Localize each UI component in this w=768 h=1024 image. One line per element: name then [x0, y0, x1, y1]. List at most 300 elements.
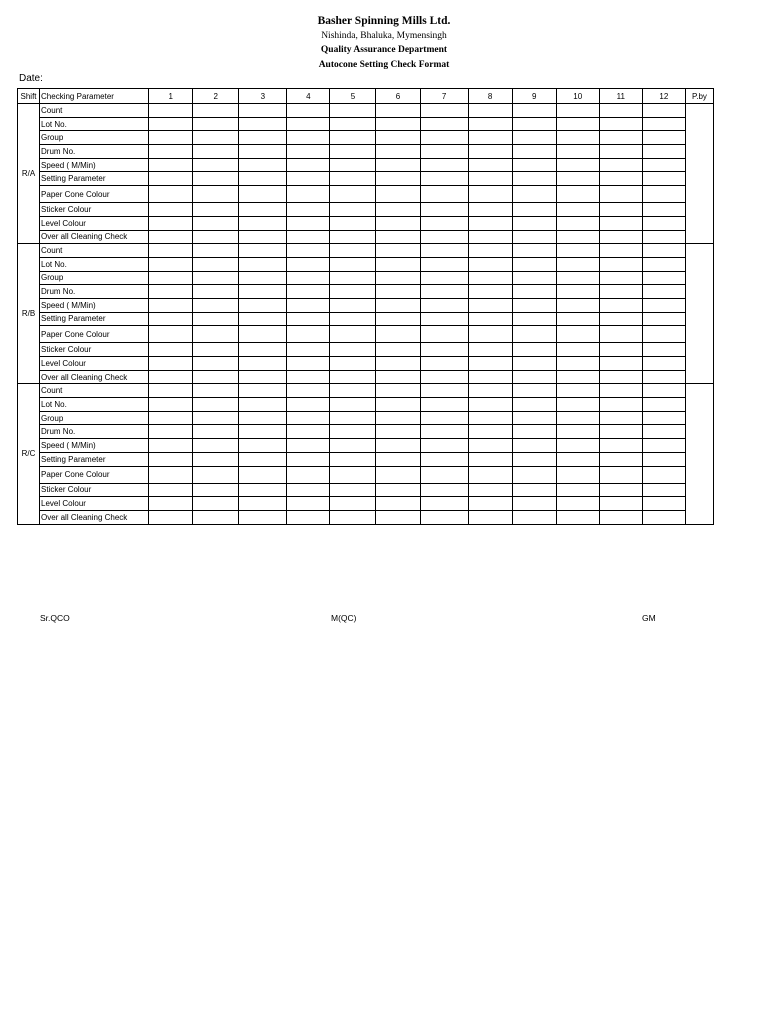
entry-cell[interactable] [239, 257, 287, 271]
entry-cell[interactable] [420, 131, 468, 145]
entry-cell[interactable] [330, 257, 376, 271]
entry-cell[interactable] [330, 298, 376, 312]
entry-cell[interactable] [376, 326, 420, 343]
entry-cell[interactable] [642, 411, 685, 425]
entry-cell[interactable] [556, 466, 599, 483]
entry-cell[interactable] [642, 230, 685, 244]
entry-cell[interactable] [642, 439, 685, 453]
entry-cell[interactable] [330, 384, 376, 398]
entry-cell[interactable] [376, 439, 420, 453]
entry-cell[interactable] [287, 370, 330, 384]
entry-cell[interactable] [330, 370, 376, 384]
entry-cell[interactable] [193, 398, 239, 412]
entry-cell[interactable] [556, 216, 599, 230]
entry-cell[interactable] [193, 483, 239, 497]
entry-cell[interactable] [512, 357, 556, 371]
entry-cell[interactable] [556, 425, 599, 439]
entry-cell[interactable] [420, 285, 468, 299]
entry-cell[interactable] [330, 510, 376, 524]
entry-cell[interactable] [556, 203, 599, 217]
entry-cell[interactable] [468, 483, 512, 497]
entry-cell[interactable] [599, 483, 642, 497]
entry-cell[interactable] [149, 298, 193, 312]
entry-cell[interactable] [556, 145, 599, 159]
entry-cell[interactable] [149, 186, 193, 203]
entry-cell[interactable] [239, 398, 287, 412]
entry-cell[interactable] [149, 104, 193, 118]
entry-cell[interactable] [556, 117, 599, 131]
entry-cell[interactable] [193, 117, 239, 131]
entry-cell[interactable] [330, 186, 376, 203]
entry-cell[interactable] [642, 357, 685, 371]
entry-cell[interactable] [376, 216, 420, 230]
entry-cell[interactable] [599, 439, 642, 453]
entry-cell[interactable] [599, 172, 642, 186]
entry-cell[interactable] [642, 145, 685, 159]
entry-cell[interactable] [468, 158, 512, 172]
entry-cell[interactable] [599, 343, 642, 357]
entry-cell[interactable] [420, 384, 468, 398]
entry-cell[interactable] [287, 216, 330, 230]
entry-cell[interactable] [287, 131, 330, 145]
entry-cell[interactable] [287, 244, 330, 258]
entry-cell[interactable] [376, 483, 420, 497]
entry-cell[interactable] [642, 370, 685, 384]
entry-cell[interactable] [330, 145, 376, 159]
entry-cell[interactable] [193, 158, 239, 172]
entry-cell[interactable] [468, 285, 512, 299]
entry-cell[interactable] [330, 497, 376, 511]
entry-cell[interactable] [512, 172, 556, 186]
entry-cell[interactable] [193, 145, 239, 159]
entry-cell[interactable] [642, 510, 685, 524]
entry-cell[interactable] [287, 145, 330, 159]
entry-cell[interactable] [420, 145, 468, 159]
entry-cell[interactable] [556, 411, 599, 425]
entry-cell[interactable] [149, 117, 193, 131]
entry-cell[interactable] [239, 510, 287, 524]
entry-cell[interactable] [642, 497, 685, 511]
entry-cell[interactable] [149, 452, 193, 466]
entry-cell[interactable] [420, 497, 468, 511]
entry-cell[interactable] [287, 117, 330, 131]
entry-cell[interactable] [193, 384, 239, 398]
entry-cell[interactable] [599, 257, 642, 271]
entry-cell[interactable] [376, 186, 420, 203]
entry-cell[interactable] [599, 203, 642, 217]
entry-cell[interactable] [193, 466, 239, 483]
entry-cell[interactable] [149, 230, 193, 244]
entry-cell[interactable] [512, 216, 556, 230]
entry-cell[interactable] [287, 483, 330, 497]
entry-cell[interactable] [599, 510, 642, 524]
entry-cell[interactable] [149, 398, 193, 412]
entry-cell[interactable] [376, 145, 420, 159]
entry-cell[interactable] [642, 326, 685, 343]
entry-cell[interactable] [512, 452, 556, 466]
entry-cell[interactable] [239, 357, 287, 371]
entry-cell[interactable] [420, 203, 468, 217]
entry-cell[interactable] [420, 483, 468, 497]
entry-cell[interactable] [149, 411, 193, 425]
entry-cell[interactable] [193, 298, 239, 312]
entry-cell[interactable] [239, 411, 287, 425]
entry-cell[interactable] [193, 370, 239, 384]
entry-cell[interactable] [376, 285, 420, 299]
entry-cell[interactable] [330, 312, 376, 326]
entry-cell[interactable] [556, 510, 599, 524]
entry-cell[interactable] [239, 370, 287, 384]
entry-cell[interactable] [642, 285, 685, 299]
entry-cell[interactable] [420, 312, 468, 326]
entry-cell[interactable] [239, 343, 287, 357]
entry-cell[interactable] [599, 312, 642, 326]
entry-cell[interactable] [468, 398, 512, 412]
entry-cell[interactable] [376, 271, 420, 285]
entry-cell[interactable] [468, 411, 512, 425]
entry-cell[interactable] [330, 398, 376, 412]
entry-cell[interactable] [556, 497, 599, 511]
entry-cell[interactable] [287, 343, 330, 357]
entry-cell[interactable] [420, 466, 468, 483]
entry-cell[interactable] [287, 186, 330, 203]
entry-cell[interactable] [468, 370, 512, 384]
entry-cell[interactable] [239, 230, 287, 244]
entry-cell[interactable] [376, 158, 420, 172]
entry-cell[interactable] [420, 117, 468, 131]
entry-cell[interactable] [239, 466, 287, 483]
entry-cell[interactable] [556, 131, 599, 145]
prepared-by-cell[interactable] [685, 104, 713, 244]
entry-cell[interactable] [512, 497, 556, 511]
entry-cell[interactable] [512, 271, 556, 285]
entry-cell[interactable] [376, 384, 420, 398]
entry-cell[interactable] [556, 439, 599, 453]
prepared-by-cell[interactable] [685, 244, 713, 384]
entry-cell[interactable] [420, 271, 468, 285]
entry-cell[interactable] [556, 158, 599, 172]
entry-cell[interactable] [193, 131, 239, 145]
entry-cell[interactable] [512, 104, 556, 118]
entry-cell[interactable] [330, 343, 376, 357]
entry-cell[interactable] [599, 298, 642, 312]
entry-cell[interactable] [149, 326, 193, 343]
entry-cell[interactable] [330, 131, 376, 145]
entry-cell[interactable] [330, 216, 376, 230]
entry-cell[interactable] [556, 186, 599, 203]
entry-cell[interactable] [330, 439, 376, 453]
entry-cell[interactable] [512, 145, 556, 159]
entry-cell[interactable] [330, 203, 376, 217]
entry-cell[interactable] [556, 285, 599, 299]
entry-cell[interactable] [376, 452, 420, 466]
entry-cell[interactable] [376, 117, 420, 131]
entry-cell[interactable] [599, 158, 642, 172]
entry-cell[interactable] [468, 343, 512, 357]
entry-cell[interactable] [193, 326, 239, 343]
entry-cell[interactable] [149, 145, 193, 159]
entry-cell[interactable] [330, 230, 376, 244]
entry-cell[interactable] [512, 343, 556, 357]
entry-cell[interactable] [376, 131, 420, 145]
entry-cell[interactable] [599, 216, 642, 230]
entry-cell[interactable] [420, 425, 468, 439]
entry-cell[interactable] [287, 439, 330, 453]
entry-cell[interactable] [556, 298, 599, 312]
entry-cell[interactable] [642, 343, 685, 357]
entry-cell[interactable] [420, 186, 468, 203]
entry-cell[interactable] [376, 411, 420, 425]
entry-cell[interactable] [642, 257, 685, 271]
entry-cell[interactable] [239, 298, 287, 312]
entry-cell[interactable] [420, 104, 468, 118]
entry-cell[interactable] [642, 398, 685, 412]
entry-cell[interactable] [330, 271, 376, 285]
entry-cell[interactable] [556, 452, 599, 466]
entry-cell[interactable] [287, 230, 330, 244]
entry-cell[interactable] [512, 131, 556, 145]
entry-cell[interactable] [512, 117, 556, 131]
entry-cell[interactable] [512, 466, 556, 483]
entry-cell[interactable] [149, 285, 193, 299]
entry-cell[interactable] [287, 425, 330, 439]
entry-cell[interactable] [556, 312, 599, 326]
entry-cell[interactable] [149, 312, 193, 326]
entry-cell[interactable] [330, 483, 376, 497]
entry-cell[interactable] [468, 510, 512, 524]
entry-cell[interactable] [330, 357, 376, 371]
entry-cell[interactable] [556, 257, 599, 271]
entry-cell[interactable] [420, 172, 468, 186]
entry-cell[interactable] [149, 425, 193, 439]
entry-cell[interactable] [599, 131, 642, 145]
entry-cell[interactable] [239, 425, 287, 439]
entry-cell[interactable] [642, 244, 685, 258]
entry-cell[interactable] [193, 411, 239, 425]
entry-cell[interactable] [512, 285, 556, 299]
entry-cell[interactable] [330, 244, 376, 258]
entry-cell[interactable] [556, 398, 599, 412]
entry-cell[interactable] [239, 497, 287, 511]
entry-cell[interactable] [556, 244, 599, 258]
entry-cell[interactable] [193, 510, 239, 524]
entry-cell[interactable] [599, 425, 642, 439]
entry-cell[interactable] [149, 384, 193, 398]
entry-cell[interactable] [149, 497, 193, 511]
entry-cell[interactable] [642, 483, 685, 497]
entry-cell[interactable] [239, 145, 287, 159]
entry-cell[interactable] [599, 398, 642, 412]
entry-cell[interactable] [642, 384, 685, 398]
entry-cell[interactable] [239, 244, 287, 258]
entry-cell[interactable] [468, 244, 512, 258]
entry-cell[interactable] [642, 298, 685, 312]
entry-cell[interactable] [420, 257, 468, 271]
entry-cell[interactable] [556, 271, 599, 285]
entry-cell[interactable] [420, 452, 468, 466]
entry-cell[interactable] [468, 312, 512, 326]
entry-cell[interactable] [239, 104, 287, 118]
entry-cell[interactable] [239, 439, 287, 453]
entry-cell[interactable] [420, 326, 468, 343]
entry-cell[interactable] [468, 298, 512, 312]
entry-cell[interactable] [420, 411, 468, 425]
entry-cell[interactable] [287, 298, 330, 312]
entry-cell[interactable] [239, 158, 287, 172]
entry-cell[interactable] [149, 357, 193, 371]
entry-cell[interactable] [512, 370, 556, 384]
entry-cell[interactable] [599, 357, 642, 371]
entry-cell[interactable] [512, 312, 556, 326]
entry-cell[interactable] [599, 497, 642, 511]
entry-cell[interactable] [376, 398, 420, 412]
entry-cell[interactable] [420, 158, 468, 172]
entry-cell[interactable] [376, 357, 420, 371]
entry-cell[interactable] [239, 131, 287, 145]
entry-cell[interactable] [642, 158, 685, 172]
entry-cell[interactable] [239, 203, 287, 217]
entry-cell[interactable] [512, 411, 556, 425]
entry-cell[interactable] [149, 172, 193, 186]
entry-cell[interactable] [420, 398, 468, 412]
entry-cell[interactable] [149, 244, 193, 258]
entry-cell[interactable] [193, 230, 239, 244]
entry-cell[interactable] [193, 425, 239, 439]
entry-cell[interactable] [330, 158, 376, 172]
entry-cell[interactable] [193, 343, 239, 357]
entry-cell[interactable] [556, 104, 599, 118]
entry-cell[interactable] [376, 244, 420, 258]
entry-cell[interactable] [642, 117, 685, 131]
entry-cell[interactable] [512, 384, 556, 398]
entry-cell[interactable] [376, 298, 420, 312]
entry-cell[interactable] [420, 343, 468, 357]
entry-cell[interactable] [556, 343, 599, 357]
entry-cell[interactable] [287, 398, 330, 412]
entry-cell[interactable] [642, 172, 685, 186]
entry-cell[interactable] [512, 244, 556, 258]
entry-cell[interactable] [468, 186, 512, 203]
entry-cell[interactable] [468, 326, 512, 343]
entry-cell[interactable] [376, 343, 420, 357]
entry-cell[interactable] [642, 312, 685, 326]
entry-cell[interactable] [376, 497, 420, 511]
entry-cell[interactable] [193, 216, 239, 230]
entry-cell[interactable] [149, 370, 193, 384]
entry-cell[interactable] [330, 425, 376, 439]
entry-cell[interactable] [599, 370, 642, 384]
entry-cell[interactable] [556, 370, 599, 384]
entry-cell[interactable] [193, 452, 239, 466]
entry-cell[interactable] [642, 425, 685, 439]
entry-cell[interactable] [468, 117, 512, 131]
entry-cell[interactable] [599, 244, 642, 258]
entry-cell[interactable] [149, 216, 193, 230]
prepared-by-cell[interactable] [685, 384, 713, 524]
entry-cell[interactable] [193, 104, 239, 118]
entry-cell[interactable] [330, 466, 376, 483]
entry-cell[interactable] [193, 439, 239, 453]
entry-cell[interactable] [239, 216, 287, 230]
entry-cell[interactable] [468, 357, 512, 371]
entry-cell[interactable] [149, 158, 193, 172]
entry-cell[interactable] [287, 158, 330, 172]
entry-cell[interactable] [599, 104, 642, 118]
entry-cell[interactable] [420, 244, 468, 258]
entry-cell[interactable] [556, 483, 599, 497]
entry-cell[interactable] [193, 244, 239, 258]
entry-cell[interactable] [376, 230, 420, 244]
entry-cell[interactable] [193, 312, 239, 326]
entry-cell[interactable] [642, 104, 685, 118]
entry-cell[interactable] [512, 158, 556, 172]
entry-cell[interactable] [512, 439, 556, 453]
entry-cell[interactable] [287, 411, 330, 425]
entry-cell[interactable] [239, 117, 287, 131]
entry-cell[interactable] [420, 298, 468, 312]
entry-cell[interactable] [330, 326, 376, 343]
entry-cell[interactable] [376, 312, 420, 326]
entry-cell[interactable] [287, 466, 330, 483]
entry-cell[interactable] [468, 271, 512, 285]
entry-cell[interactable] [287, 357, 330, 371]
entry-cell[interactable] [599, 285, 642, 299]
entry-cell[interactable] [468, 216, 512, 230]
entry-cell[interactable] [287, 104, 330, 118]
entry-cell[interactable] [512, 257, 556, 271]
entry-cell[interactable] [599, 452, 642, 466]
entry-cell[interactable] [420, 439, 468, 453]
entry-cell[interactable] [468, 203, 512, 217]
entry-cell[interactable] [468, 104, 512, 118]
entry-cell[interactable] [512, 326, 556, 343]
entry-cell[interactable] [287, 497, 330, 511]
entry-cell[interactable] [468, 466, 512, 483]
entry-cell[interactable] [376, 172, 420, 186]
entry-cell[interactable] [512, 230, 556, 244]
entry-cell[interactable] [468, 384, 512, 398]
entry-cell[interactable] [512, 203, 556, 217]
entry-cell[interactable] [512, 425, 556, 439]
entry-cell[interactable] [642, 216, 685, 230]
entry-cell[interactable] [149, 466, 193, 483]
entry-cell[interactable] [468, 131, 512, 145]
entry-cell[interactable] [287, 203, 330, 217]
entry-cell[interactable] [556, 357, 599, 371]
entry-cell[interactable] [149, 257, 193, 271]
entry-cell[interactable] [376, 425, 420, 439]
entry-cell[interactable] [287, 510, 330, 524]
entry-cell[interactable] [376, 203, 420, 217]
entry-cell[interactable] [193, 203, 239, 217]
entry-cell[interactable] [468, 452, 512, 466]
entry-cell[interactable] [512, 398, 556, 412]
entry-cell[interactable] [599, 411, 642, 425]
entry-cell[interactable] [512, 483, 556, 497]
entry-cell[interactable] [599, 384, 642, 398]
entry-cell[interactable] [330, 285, 376, 299]
entry-cell[interactable] [193, 357, 239, 371]
entry-cell[interactable] [287, 172, 330, 186]
entry-cell[interactable] [642, 131, 685, 145]
entry-cell[interactable] [193, 186, 239, 203]
entry-cell[interactable] [642, 271, 685, 285]
entry-cell[interactable] [376, 466, 420, 483]
entry-cell[interactable] [149, 510, 193, 524]
entry-cell[interactable] [512, 510, 556, 524]
entry-cell[interactable] [642, 466, 685, 483]
entry-cell[interactable] [556, 172, 599, 186]
